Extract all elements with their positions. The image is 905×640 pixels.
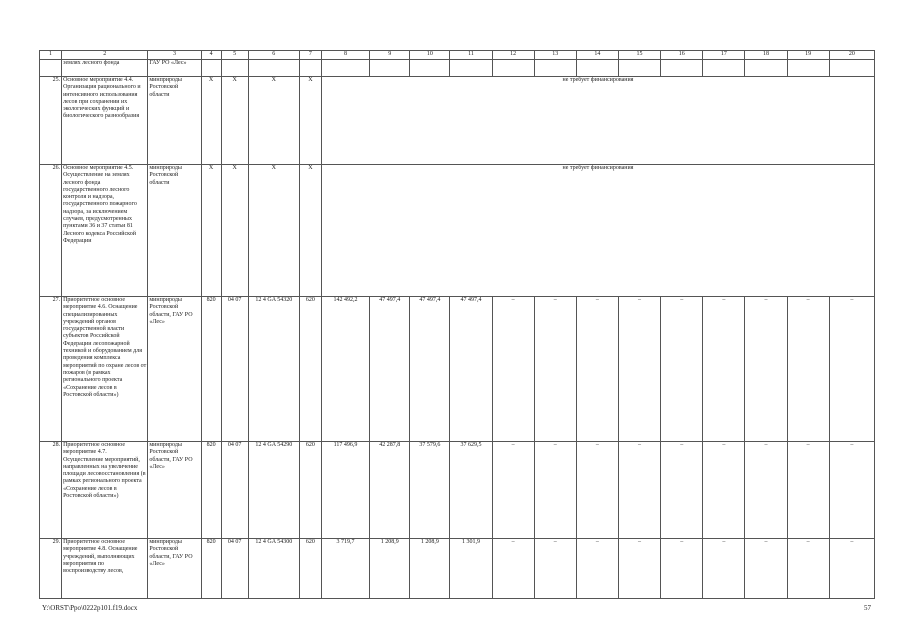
footer-page-number: 57 (864, 604, 871, 612)
column-number: 15 (618, 51, 660, 60)
amount-2020: 47 497,4 (410, 297, 450, 442)
amount-2021: 47 497,4 (450, 297, 492, 442)
amount-dash: – (618, 539, 660, 599)
table-row (40, 60, 875, 77)
rz-pr-code: 04 07 (221, 442, 248, 539)
activity-name: Основное мероприятие 4.4. Организация рационального и интенсивного использования лесов при сохранении их экологических функций и биологического разнообразия (62, 77, 148, 165)
activity-name: Приоритетное основное мероприятие 4.6. Оснащение специализированных учреждений органов государственной власти субъектов Российской Федерации лесопожарной техникой и оборудованием для проведения комплекса мероприятий по охране лесов от пожаров (в рамках регионального проекта «Сохранение лесов в Ростовской области») (62, 297, 148, 442)
empty-cell (787, 60, 829, 77)
row-number: 25. (40, 77, 62, 165)
financing-note: не требует финансирования (321, 165, 874, 297)
amount-2019: 42 287,8 (370, 442, 410, 539)
empty-cell (370, 60, 410, 77)
amount-dash: – (745, 539, 787, 599)
executor: минприроды Ростовской области (148, 77, 201, 165)
csr-code: Х (248, 165, 299, 297)
amount-dash: – (576, 539, 618, 599)
empty-cell (618, 60, 660, 77)
column-number: 13 (534, 51, 576, 60)
empty-cell (321, 60, 369, 77)
empty-cell (299, 60, 321, 77)
amount-dash: – (829, 297, 874, 442)
column-number: 2 (62, 51, 148, 60)
amount-dash: – (829, 442, 874, 539)
row-number: 27. (40, 297, 62, 442)
executor: минприроды Ростовской области, ГАУ РО «Лес» (148, 297, 201, 442)
total-amount: 3 719,7 (321, 539, 369, 599)
amount-dash: – (534, 539, 576, 599)
amount-dash: – (534, 297, 576, 442)
table-row (40, 297, 875, 442)
amount-dash: – (745, 297, 787, 442)
empty-cell (410, 60, 450, 77)
gr-bs-code: Х (201, 165, 221, 297)
amount-dash: – (703, 539, 745, 599)
total-amount: 117 496,9 (321, 442, 369, 539)
header-row (40, 51, 875, 60)
total-amount: 142 492,2 (321, 297, 369, 442)
column-number: 5 (221, 51, 248, 60)
amount-dash: – (534, 442, 576, 539)
table-row (40, 539, 875, 599)
footer-file-path: Y:\ORST\Ppo\0222p101.f19.docx (42, 604, 138, 612)
amount-dash: – (787, 297, 829, 442)
column-number: 7 (299, 51, 321, 60)
empty-cell (534, 60, 576, 77)
gr-bs-code: 820 (201, 297, 221, 442)
activity-name: Приоритетное основное мероприятие 4.8. Оснащение учреждений, выполняющих мероприятия по воспроизводству лесов, (62, 539, 148, 599)
vr-code: Х (299, 165, 321, 297)
executor: минприроды Ростовской области, ГАУ РО «Лес» (148, 539, 201, 599)
empty-cell (201, 60, 221, 77)
amount-2020: 37 579,6 (410, 442, 450, 539)
row-number (40, 60, 62, 77)
vr-code: 620 (299, 442, 321, 539)
gr-bs-code: 820 (201, 539, 221, 599)
empty-cell (576, 60, 618, 77)
amount-dash: – (618, 297, 660, 442)
column-number: 16 (661, 51, 703, 60)
activity-name: Приоритетное основное мероприятие 4.7. Осуществление мероприятий, направленных на увеличение площади лесовосстановления (в рамках регионального проекта «Сохранение лесов в Ростовской области») (62, 442, 148, 539)
amount-dash: – (661, 297, 703, 442)
amount-dash: – (661, 539, 703, 599)
empty-cell (703, 60, 745, 77)
table-row (40, 165, 875, 297)
csr-code: Х (248, 77, 299, 165)
csr-code: 12 4 GA 54290 (248, 442, 299, 539)
amount-dash: – (576, 442, 618, 539)
gr-bs-code: Х (201, 77, 221, 165)
vr-code: Х (299, 77, 321, 165)
activity-name: Основное мероприятие 4.5. Осуществление на землях лесного фонда государственного лесного контроля и надзора, государственного пожарного надзора, за исключением случаев, предусмотренных пунктами 36 и 37 статьи 81 Лесного кодекса Российской Федерации (62, 165, 148, 297)
vr-code: 620 (299, 297, 321, 442)
activity-name: землях лесного фонда (62, 60, 148, 77)
amount-dash: – (829, 539, 874, 599)
gr-bs-code: 820 (201, 442, 221, 539)
empty-cell (221, 60, 248, 77)
column-number: 4 (201, 51, 221, 60)
program-table (39, 50, 875, 599)
column-number: 14 (576, 51, 618, 60)
amount-dash: – (618, 442, 660, 539)
executor: минприроды Ростовской области, ГАУ РО «Лес» (148, 442, 201, 539)
column-number: 17 (703, 51, 745, 60)
csr-code: 12 4 GA 54320 (248, 297, 299, 442)
column-number: 12 (492, 51, 534, 60)
amount-2019: 1 208,9 (370, 539, 410, 599)
empty-cell (745, 60, 787, 77)
empty-cell (661, 60, 703, 77)
column-number: 18 (745, 51, 787, 60)
csr-code: 12 4 GA 54300 (248, 539, 299, 599)
amount-2020: 1 208,9 (410, 539, 450, 599)
vr-code: 620 (299, 539, 321, 599)
rz-pr-code: Х (221, 165, 248, 297)
amount-dash: – (492, 297, 534, 442)
rz-pr-code: 04 07 (221, 539, 248, 599)
amount-dash: – (787, 539, 829, 599)
amount-dash: – (492, 442, 534, 539)
table-row (40, 77, 875, 165)
column-number: 1 (40, 51, 62, 60)
executor: минприроды Ростовской области (148, 165, 201, 297)
row-number: 26. (40, 165, 62, 297)
empty-cell (248, 60, 299, 77)
column-number: 11 (450, 51, 492, 60)
amount-2021: 37 629,5 (450, 442, 492, 539)
amount-dash: – (745, 442, 787, 539)
amount-dash: – (661, 442, 703, 539)
page-bottom-mask (39, 600, 876, 640)
amount-dash: – (576, 297, 618, 442)
empty-cell (829, 60, 874, 77)
executor: ГАУ РО «Лес» (148, 60, 201, 77)
column-number: 9 (370, 51, 410, 60)
row-number: 29. (40, 539, 62, 599)
table-row (40, 442, 875, 539)
column-number: 3 (148, 51, 201, 60)
empty-cell (450, 60, 492, 77)
rz-pr-code: Х (221, 77, 248, 165)
amount-2021: 1 301,9 (450, 539, 492, 599)
column-number: 19 (787, 51, 829, 60)
amount-dash: – (787, 442, 829, 539)
column-number: 8 (321, 51, 369, 60)
column-number: 6 (248, 51, 299, 60)
column-number: 10 (410, 51, 450, 60)
amount-dash: – (703, 442, 745, 539)
empty-cell (492, 60, 534, 77)
column-number: 20 (829, 51, 874, 60)
financing-note: не требует финансирования (321, 77, 874, 165)
amount-2019: 47 497,4 (370, 297, 410, 442)
amount-dash: – (703, 297, 745, 442)
row-number: 28. (40, 442, 62, 539)
amount-dash: – (492, 539, 534, 599)
rz-pr-code: 04 07 (221, 297, 248, 442)
